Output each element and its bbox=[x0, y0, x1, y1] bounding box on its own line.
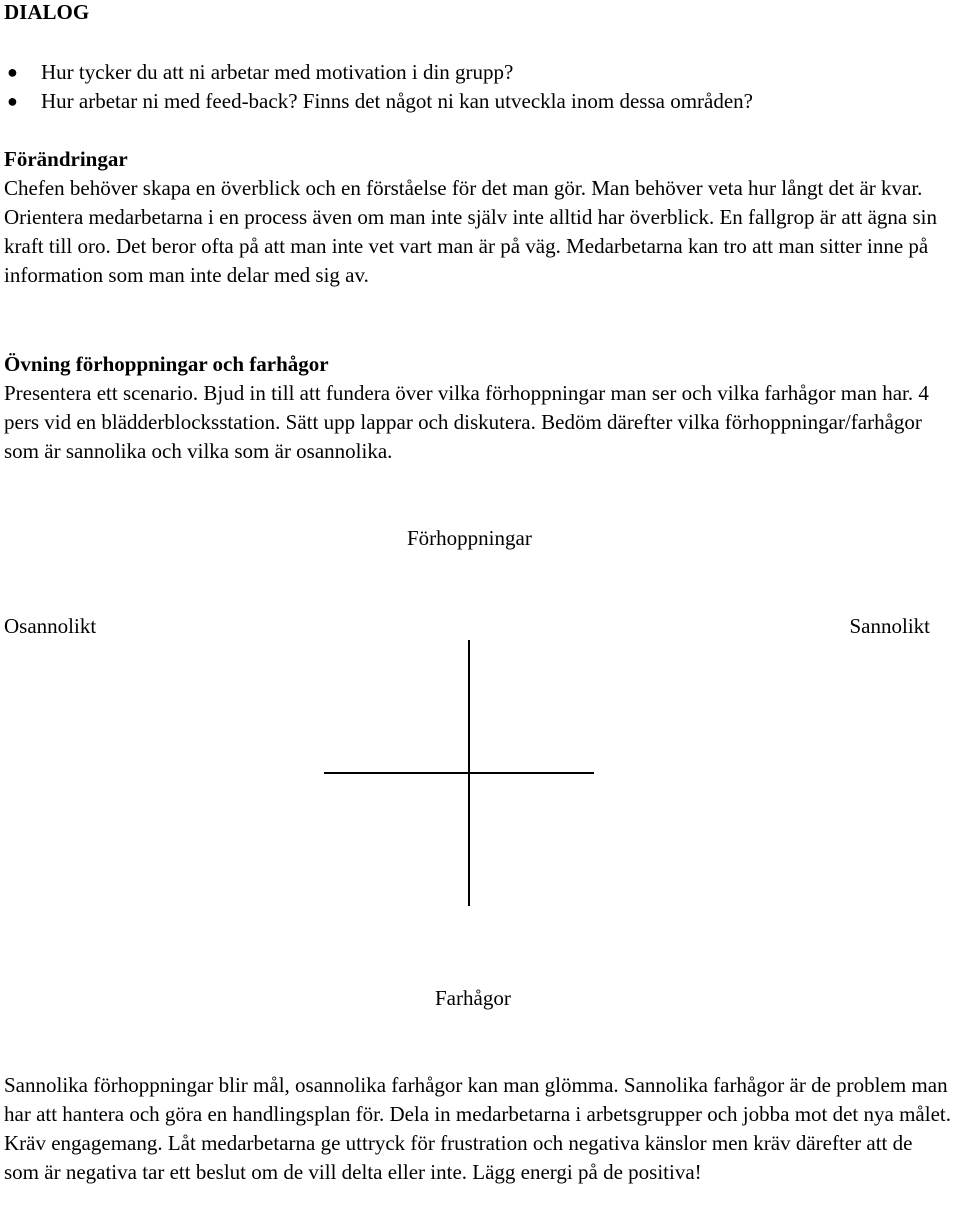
closing-paragraph bbox=[4, 1071, 952, 1187]
hopes-fears-matrix bbox=[4, 520, 952, 1020]
list-item bbox=[4, 87, 952, 116]
section-heading: Övning förhoppningar och farhågor bbox=[4, 352, 329, 376]
bullet-icon: ● bbox=[7, 91, 18, 111]
bullet-icon: ● bbox=[7, 62, 18, 82]
closing-text: Sannolika förhoppningar blir mål, osannolika farhågor kan man glömma. Sannolika farhågor är de problem man har att hantera och göra en handlingsplan för. Dela in medarbetarna i arbetsgrupper och jobba mot det nya målet. Kräv engagemang. Låt medarbetarna ge uttryck för frustration och negativa känslor men kräv därefter att de som är negativa tar ett beslut om de vill delta eller inte. Lägg energi på de positiva! bbox=[4, 1073, 951, 1184]
section-body: Chefen behöver skapa en överblick och en förståelse för det man gör. Man behöver veta hur långt det är kvar. Orientera medarbetarna i en process även om man inte själv inte alltid har överblick. En fallgrop är att ägna sin kraft till oro. Det beror ofta på att man inte vet vart man är på väg. Medarbetarna kan tro att man sitter inne på information som man inte delar med sig av. bbox=[4, 176, 937, 287]
section-heading: Förändringar bbox=[4, 147, 128, 171]
axis-label-top: Förhoppningar bbox=[407, 526, 532, 550]
page-title: DIALOG bbox=[4, 0, 90, 24]
section-body: Presentera ett scenario. Bjud in till att fundera över vilka förhoppningar man ser och vilka farhågor man har. 4 pers vid en blädderblocksstation. Sätt upp lappar och diskutera. Bedöm därefter vilka förhoppningar/farhågor som är sannolika och vilka som är osannolika. bbox=[4, 381, 929, 463]
list-item bbox=[4, 58, 952, 87]
question-list bbox=[4, 58, 952, 116]
axis-label-bottom: Farhågor bbox=[435, 986, 511, 1010]
question-text: Hur arbetar ni med feed-back? Finns det något ni kan utveckla inom dessa områden? bbox=[41, 89, 754, 113]
axis-label-left: Osannolikt bbox=[4, 614, 97, 638]
section-ovning bbox=[4, 350, 952, 466]
horizontal-axis-line bbox=[324, 772, 594, 774]
question-text: Hur tycker du att ni arbetar med motivation i din grupp? bbox=[41, 60, 514, 84]
axis-label-right: Sannolikt bbox=[849, 614, 930, 638]
section-forandringar bbox=[4, 145, 952, 290]
